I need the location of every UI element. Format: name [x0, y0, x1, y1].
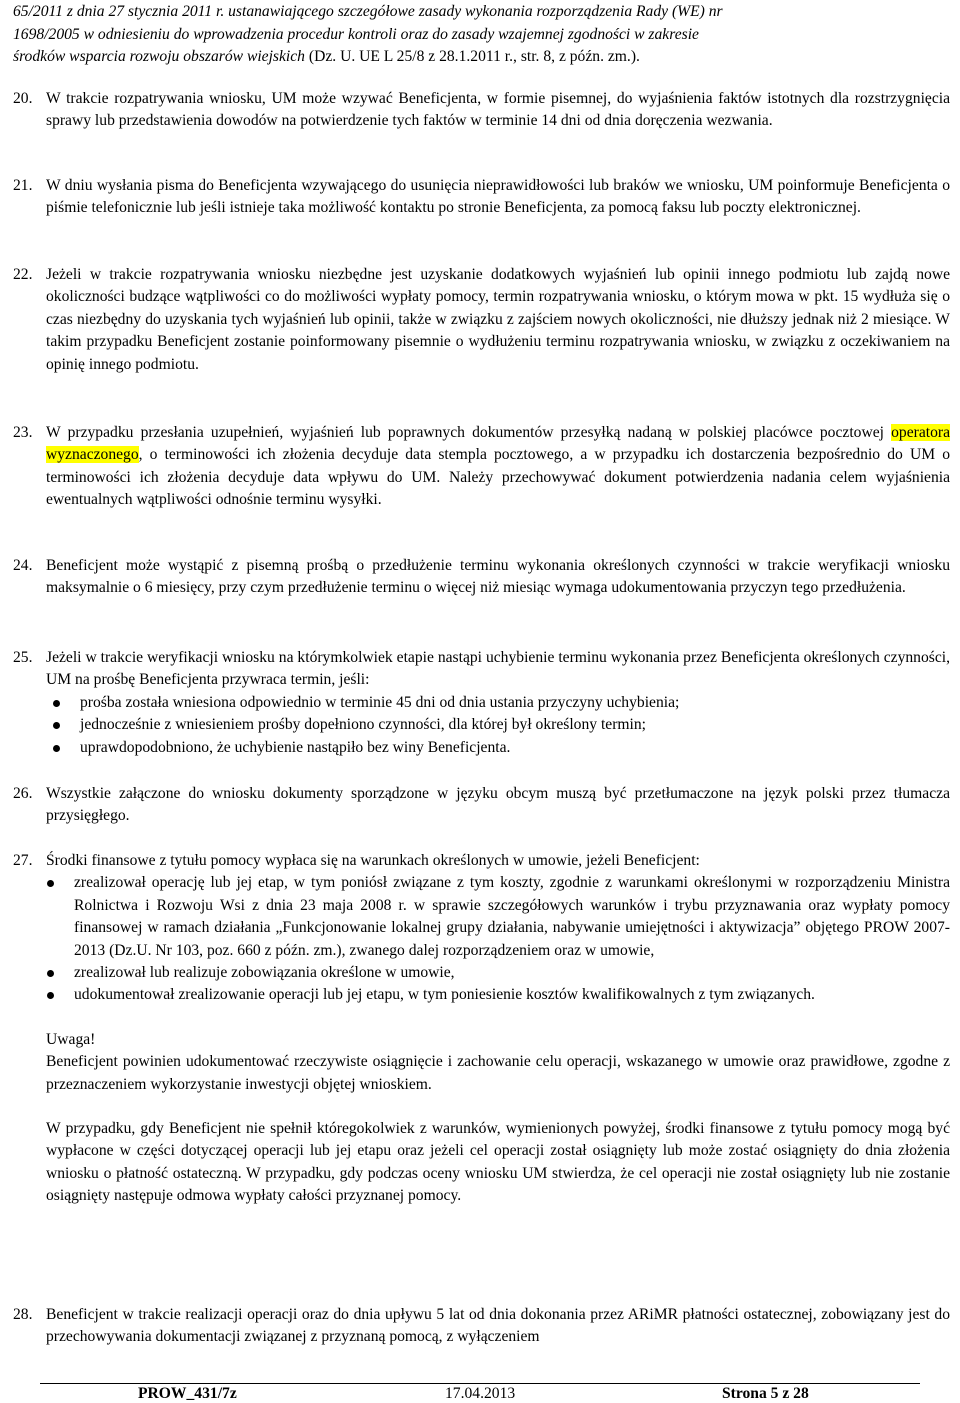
list-item: udokumentował zrealizowanie operacji lub jej etapu, w tym poniesienie kosztów kwalifikowalnych z tym związanych.: [40, 984, 950, 1006]
header-line-1: 65/2011 z dnia 27 stycznia 2011 r. ustanawiającego szczegółowe zasady wykonania rozporządzenia Rady (WE) nr: [13, 3, 723, 20]
list-item: jednocześnie z wniesieniem prośby dopełniono czynności, dla której był określony termin;: [46, 714, 950, 736]
paragraph-text: Jeżeli w trakcie rozpatrywania wniosku niezbędne jest uzyskanie dodatkowych wyjaśnień lub opinii innego podmiotu lub zajdą nowe okoliczności budzące wątpliwości co do możliwości wypłaty pomocy, termin rozpatrywania wniosku, o którym mowa w pkt. 15 wydłuża się o czas niezbędny do uzyskania tych wyjaśnień lub opinii, także w związku z zajściem nowych okoliczności, nie dłuższy jednak niż 2 miesiące. W takim przypadku Beneficjent zostanie poinformowany pisemnie o wydłużeniu terminu rozpatrywania wniosku, w związku z oczekiwaniem na opinię innego podmiotu.: [46, 266, 950, 373]
list-item: prośba została wniesiona odpowiednio w terminie 45 dni od dnia ustania przyczyny uchybienia;: [46, 692, 950, 714]
header-line-3-citation: (Dz. U. UE L 25/8 z 28.1.2011 r., str. 8, z późn. zm.).: [308, 48, 640, 65]
paragraph-text: Wszystkie załączone do wniosku dokumenty sporządzone w języku obcym muszą być przetłumaczone na język polski przez tłumacza przysięgłego.: [46, 785, 950, 825]
footer-page-number: Strona 5 z 28: [722, 1385, 809, 1402]
paragraph-text: Beneficjent w trakcie realizacji operacji oraz do dnia upływu 5 lat od dnia dokonania przez ARiMR płatności ostatecznej, zobowiązany jest do przechowywania dokumentacji związanej z przyznaną pomocą, z wyłączeniem: [46, 1306, 950, 1346]
header-line-3: [13, 46, 958, 69]
paragraph-27: [13, 850, 950, 1208]
page-header: [13, 1, 958, 69]
paragraph-text: W przypadku, gdy Beneficjent nie spełnił któregokolwiek z warunków, wymienionych powyżej, środki finansowe z tytułu pomocy mogą być wypłacone w części dotyczącej operacji lub jej etapu oraz jeżeli cel operacji został osiągnięty lub może zostać osiągnięty do dnia złożenia wniosku o płatność ostateczną. W przypadku, gdy podczas oceny wniosku UM stwierdza, że cel operacji nie został osiągnięty lub nie zostanie osiągnięty następuje odmowa wypłaty całości przyznanej pomocy.: [46, 1120, 950, 1205]
paragraph-25: [13, 647, 950, 759]
paragraph-text: W dniu wysłania pisma do Beneficjenta wzywającego do usunięcia nieprawidłowości lub braków we wniosku, UM poinformuje Beneficjenta o piśmie telefonicznie lub jeśli istnieje taka możliwość kontaktu po stronie Beneficjenta, za pomocą faksu lub poczty elektronicznej.: [46, 177, 950, 217]
paragraph-text: W trakcie rozpatrywania wniosku, UM może wzywać Beneficjenta, w formie pisemnej, do wyjaśnienia faktów istotnych dla rozstrzygnięcia sprawy lub przedstawienia dowodów na potwierdzenie tych faktów w terminie 14 dni od dnia doręczenia wezwania.: [46, 90, 950, 130]
footer-date: 17.04.2013: [445, 1385, 516, 1402]
paragraph-text: Jeżeli w trakcie weryfikacji wniosku na którymkolwiek etapie nastąpi uchybienie terminu wykonania przez Beneficjenta określonych czynności, UM na prośbę Beneficjenta przywraca termin, jeśli:: [46, 649, 950, 689]
paragraph-number: 27.: [13, 852, 33, 869]
paragraph-text-end: , o terminowości ich złożenia decyduje data stempla pocztowego, a w przypadku ich dostarczenia bezpośrednio do UM o terminowości ich złożenia decyduje data wpływu do UM. Należy przechowywać dokument potwierdzenia nadania celem wyjaśnienia ewentualnych wątpliwości odnośnie terminu wysyłki.: [46, 446, 950, 509]
condition-list: [46, 692, 950, 759]
paragraph-text: Beneficjent może wystąpić z pisemną prośbą o przedłużenie terminu wykonania określonych czynności w trakcie weryfikacji wniosku maksymalnie o 6 miesięcy, przy czym przedłużenie terminu o więcej niż miesiąc wymaga udokumentowania przyczyn tego przedłużenia.: [46, 557, 950, 597]
paragraph-21: [13, 175, 950, 220]
paragraph-23: [13, 422, 950, 512]
paragraph-text: [46, 422, 950, 512]
paragraph-number: 20.: [13, 90, 33, 107]
list-item: uprawdopodobniono, że uchybienie nastąpiło bez winy Beneficjenta.: [46, 737, 950, 759]
footer-document-id: PROW_431/7z: [138, 1385, 237, 1402]
paragraph-text-start: W przypadku przesłania uzupełnień, wyjaśnień lub poprawnych dokumentów przesyłką nadaną w polskiej placówce pocztowej: [46, 424, 892, 441]
paragraph-24: [13, 555, 950, 600]
paragraph-number: 24.: [13, 557, 33, 574]
highlighted-text: operatora wyznaczonego: [46, 424, 950, 464]
list-item: zrealizował operację lub jej etap, w tym poniósł związane z tym koszty, zgodnie z warunkami określonymi w rozporządzeniu Ministra Rolnictwa i Rozwoju Wsi z dnia 23 maja 2008 r. w sprawie szczegółowych warunków i trybu przyznawania oraz wypłaty pomocy finansowej w ramach działania „Funkcjonowanie lokalnej grupy działania, nabywanie umiejętności i aktywizacja” objętego PROW 2007-2013 (Dz.U. Nr 103, poz. 660 z późn. zm.), zwanego dalej rozporządzeniem oraz w umowie,: [40, 872, 950, 962]
header-line-2: 1698/2005 w odniesieniu do wprowadzenia procedur kontroli oraz do zasady wzajemnej zgodności w zakresie: [13, 25, 699, 43]
note-text: Beneficjent powinien udokumentować rzeczywiste osiągnięcie i zachowanie celu operacji, wskazanego w umowie oraz prawidłowe, zgodne z przeznaczeniem wykorzystanie inwestycji objętej wnioskiem.: [46, 1053, 950, 1093]
paragraph-22: [13, 264, 950, 376]
paragraph-number: 21.: [13, 177, 33, 194]
condition-list: [40, 872, 950, 1006]
note-title: Uwaga!: [46, 1030, 96, 1048]
paragraph-number: 22.: [13, 266, 33, 283]
paragraph-text: Środki finansowe z tytułu pomocy wypłaca się na warunkach określonych w umowie, jeżeli Beneficjent:: [46, 852, 700, 869]
list-item: zrealizował lub realizuje zobowiązania określone w umowie,: [40, 962, 950, 984]
header-line-3-italic: środków wsparcia rozwoju obszarów wiejskich: [13, 48, 305, 65]
paragraph-number: 28.: [13, 1306, 33, 1323]
paragraph-number: 23.: [13, 424, 33, 441]
paragraph-26: [13, 783, 950, 828]
paragraph-20: [13, 88, 950, 133]
paragraph-number: 26.: [13, 785, 33, 802]
paragraph-number: 25.: [13, 649, 33, 666]
paragraph-28: [13, 1304, 950, 1349]
